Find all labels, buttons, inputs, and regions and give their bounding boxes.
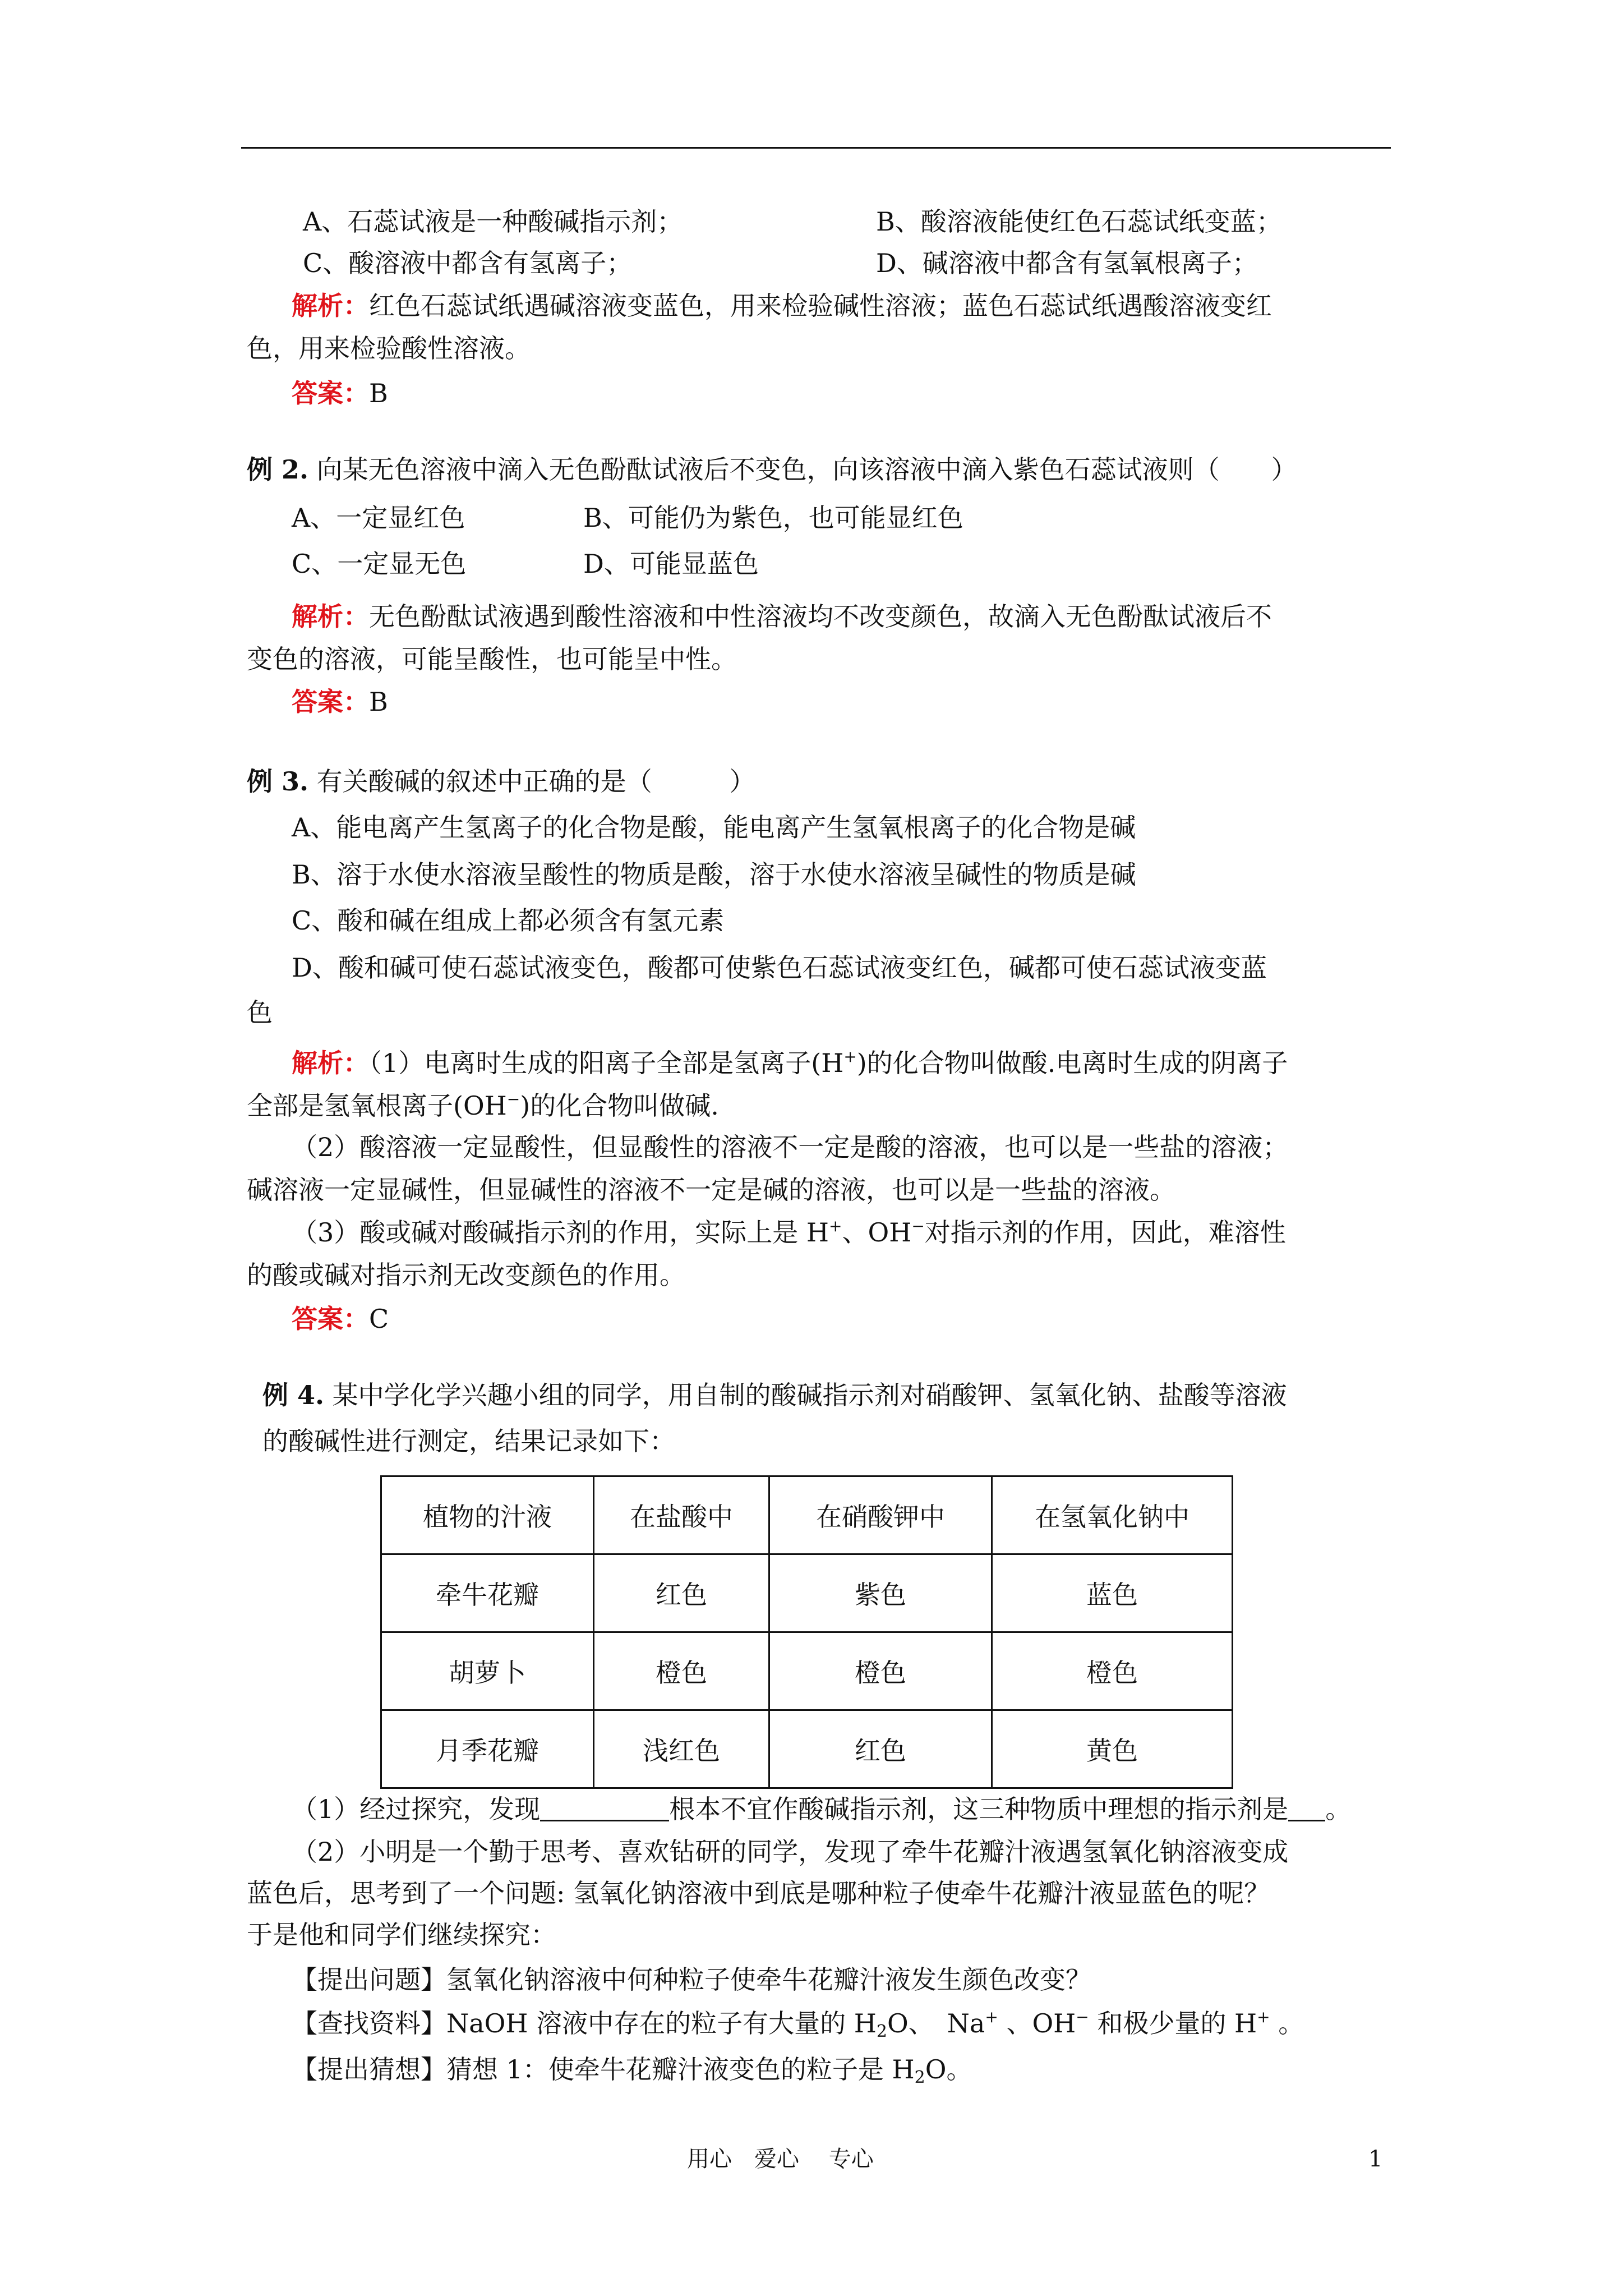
q1-analysis-cont: 色，用来检验酸性溶液。 [247,333,531,364]
answer-label: 答案： [292,687,369,717]
table-header-cell: 在氢氧化钠中 [992,1476,1233,1554]
answer-value: C [369,1304,389,1334]
q1-option-d: D、碱溶液中都含有氢氧根离子； [876,248,1258,278]
q1-option-c: C、酸溶液中都含有氢离子； [303,248,633,278]
table-cell: 橙色 [594,1632,769,1710]
q2-analysis-cont: 变色的溶液，可能呈酸性，也可能呈中性。 [247,644,737,674]
table-cell: 牵牛花瓣 [381,1554,594,1632]
page-number: 1 [1368,2146,1383,2172]
analysis-label: 解析： [292,1048,369,1078]
table-row [381,1554,1233,1632]
table-cell: 红色 [594,1554,769,1632]
q2-answer [292,685,388,718]
table-header-row [381,1476,1233,1554]
table-cell: 黄色 [992,1710,1233,1788]
q3-analysis-2: （2）酸溶液一定显酸性，但显酸性的溶液不一定是酸的溶液，也可以是一些盐的溶液； [292,1132,1289,1162]
analysis-label: 解析： [292,291,369,321]
q3-analysis-1-cont: 全部是氢氧根离子(OH−)的化合物叫做碱. [247,1090,719,1121]
table-cell: 紫色 [769,1554,992,1632]
indicator-table [380,1475,1233,1789]
answer-label: 答案： [292,1304,369,1334]
question-label: 例 4. [262,1380,325,1410]
section-label: 【提出问题】 [292,1964,446,1995]
q3-option-b: B、溶于水使水溶液呈酸性的物质是酸，溶于水使水溶液呈碱性的物质是碱 [292,859,1136,890]
q3-analysis-3: （3）酸或碱对酸碱指示剂的作用，实际上是 H+、OH−对指示剂的作用，因此，难溶性 [292,1217,1286,1248]
analysis-label: 解析： [292,601,369,632]
section-label: 【查找资料】 [292,2008,446,2039]
footer-motto: 用心 爱心 专心 [687,2146,874,2172]
table-cell: 胡萝卜 [381,1632,594,1710]
q1-option-b: B、酸溶液能使红色石蕊试纸变蓝； [876,206,1282,237]
q3-analysis-2-cont: 碱溶液一定显碱性，但显碱性的溶液不一定是碱的溶液，也可以是一些盐的溶液。 [247,1175,1175,1205]
header-rule [241,147,1391,149]
table-cell: 橙色 [992,1632,1233,1710]
q4-ask-question: 【提出问题】氢氧化钠溶液中何种粒子使牵牛花瓣汁液发生颜色改变？ [292,1964,1091,1995]
q3-option-d: D、酸和碱可使石蕊试液变色，酸都可使紫色石蕊试液变红色，碱都可使石蕊试液变蓝 [292,953,1267,983]
answer-label: 答案： [292,378,369,408]
q4-question-cont: 的酸碱性进行测定，结果记录如下： [262,1426,675,1456]
q1-option-a: A、石蕊试液是一种酸碱指示剂； [303,206,683,237]
q4-subquestion-2-cont: 蓝色后，思考到了一个问题: 氢氧化钠溶液中到底是哪种粒子使牵牛花瓣汁液显蓝色的呢？ [247,1878,1270,1908]
analysis-text: 无色酚酞试液遇到酸性溶液和中性溶液均不改变颜色，故滴入无色酚酞试液后不 [369,601,1272,632]
question-label: 例 2. [247,454,309,485]
q2-question [247,453,1297,486]
q1-analysis [292,289,1272,322]
q2-option-d: D、可能显蓝色 [583,549,759,579]
q1-answer [292,377,388,409]
q3-option-d-cont: 色 [247,997,273,1028]
table-cell: 蓝色 [992,1554,1233,1632]
answer-value: B [369,687,388,717]
table-row [381,1632,1233,1710]
answer-blank[interactable] [540,1795,669,1821]
table-header-cell: 植物的汁液 [381,1476,594,1554]
answer-value: B [369,378,388,408]
question-text: 向某无色溶液中滴入无色酚酞试液后不变色，向该溶液中滴入紫色石蕊试液则（ ） [316,454,1297,485]
q3-question [247,765,755,798]
table-cell: 橙色 [769,1632,992,1710]
q3-answer [292,1303,389,1335]
q3-option-c: C、酸和碱在组成上都必须含有氢元素 [292,905,725,936]
table-cell: 浅红色 [594,1710,769,1788]
q2-option-b: B、可能仍为紫色，也可能显红色 [583,503,963,533]
q3-analysis-3-cont: 的酸或碱对指示剂无改变颜色的作用。 [247,1260,685,1290]
q3-option-a: A、能电离产生氢离子的化合物是酸，能电离产生氢氧根离子的化合物是碱 [292,812,1136,843]
question-text: 有关酸碱的叙述中正确的是（ ） [316,766,755,797]
table-header-cell: 在盐酸中 [594,1476,769,1554]
q4-find-reference: 【查找资料】NaOH 溶液中存在的粒子有大量的 $H_2O$、 Na+ 、OH− 和极少量的 H+ 。 [292,2008,1304,2041]
analysis-text: 红色石蕊试纸遇碱溶液变蓝色，用来检验碱性溶液；蓝色石蕊试纸遇酸溶液变红 [369,291,1272,321]
q2-analysis [292,600,1272,633]
question-label: 例 3. [247,766,309,797]
table-cell: 红色 [769,1710,992,1788]
q4-subquestion-2: （2）小明是一个勤于思考、喜欢钻研的同学，发现了牵牛花瓣汁液遇氢氧化钠溶液变成 [292,1837,1289,1867]
q2-option-a: A、一定显红色 [292,503,465,533]
section-label: 【提出猜想】 [292,2054,446,2085]
q4-subquestion-2-cont: 于是他和同学们继续探究： [247,1920,556,1950]
answer-blank[interactable] [1288,1795,1325,1821]
q4-hypothesis: 【提出猜想】猜想 1：使牵牛花瓣汁液变色的粒子是 $H_2O$。 [292,2054,972,2087]
table-cell: 月季花瓣 [381,1710,594,1788]
q4-subquestion-1: （1）经过探究，发现 根本不宜作酸碱指示剂，这三种物质中理想的指示剂是 。 [292,1794,1352,1824]
question-text: 某中学化学兴趣小组的同学，用自制的酸碱指示剂对硝酸钾、氢氧化钠、盐酸等溶液 [332,1380,1287,1410]
table-header-cell: 在硝酸钾中 [769,1476,992,1554]
table-row [381,1710,1233,1788]
q4-question [262,1379,1287,1411]
q3-analysis-1: 解析：（1）电离时生成的阳离子全部是氢离子(H+)的化合物叫做酸.电离时生成的阴离子 [292,1047,1288,1078]
q2-option-c: C、一定显无色 [292,549,467,579]
